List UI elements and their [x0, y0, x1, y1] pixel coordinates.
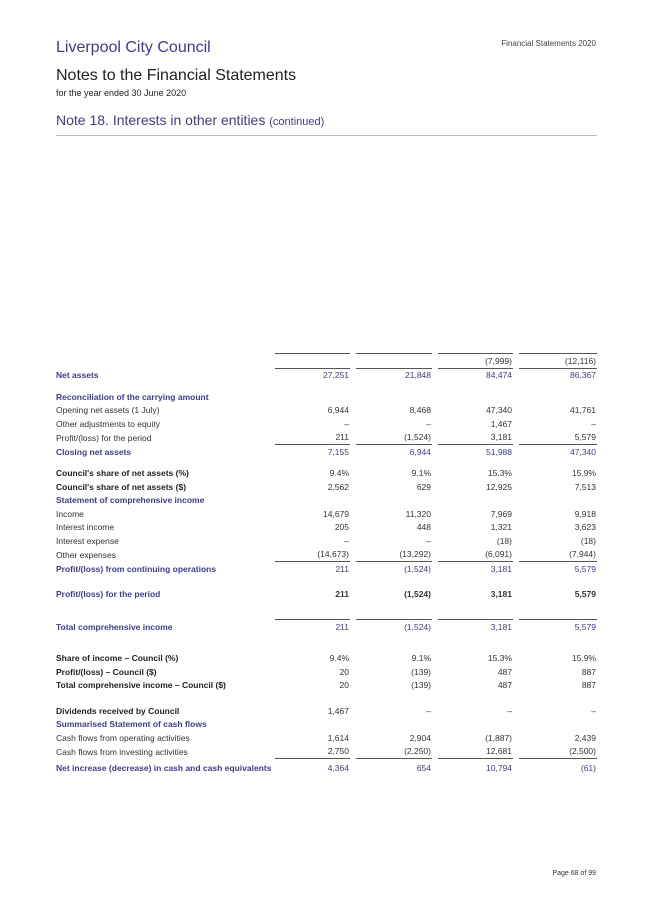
note-title: Note 18. Interests in other entities — [56, 112, 266, 128]
row-label: Profit/(loss) from continuing operations — [56, 563, 217, 574]
table-row — [56, 368, 597, 382]
row-label: Net assets — [56, 370, 99, 380]
row-label: Summarised Statement of cash flows — [56, 719, 207, 730]
value-cell: 47,340 — [516, 445, 597, 459]
value-cell — [435, 718, 516, 732]
value-cell: 84,474 — [435, 368, 516, 382]
value-cell: 3,181 — [435, 562, 516, 576]
value-cell — [353, 354, 435, 369]
value-cell: (61) — [516, 759, 597, 774]
row-label: Dividends received by Council — [56, 705, 180, 716]
value-cell: 3,181 — [490, 589, 512, 600]
value-cell — [275, 354, 353, 369]
value-cell: 205 — [334, 522, 349, 533]
value-cell: 15.3% — [487, 653, 512, 664]
value-cell: 15.9% — [571, 468, 596, 479]
value-cell: 9.4% — [329, 653, 349, 664]
value-cell: (139) — [411, 666, 431, 677]
table-row — [56, 548, 597, 562]
value-cell: (1,524) — [404, 589, 431, 600]
value-cell: 86,367 — [516, 368, 597, 382]
value-cell: 211 — [275, 620, 353, 634]
value-cell: 20 — [339, 680, 349, 691]
row-label: Reconciliation of the carrying amount — [56, 391, 209, 402]
value-cell: – — [344, 418, 349, 429]
row-label: Cash flows from investing activities — [56, 746, 188, 757]
table-row — [56, 417, 597, 431]
value-cell: 21,848 — [353, 368, 435, 382]
row-label: Total comprehensive income – Council ($) — [56, 680, 226, 691]
value-cell: 9.1% — [411, 653, 431, 664]
period-subtitle: for the year ended 30 June 2020 — [56, 88, 187, 98]
header-divider — [56, 135, 597, 136]
table-row — [56, 745, 597, 759]
row-label: Interest income — [56, 522, 115, 533]
page-number: Page 68 of 99 — [552, 870, 596, 877]
value-cell: (12,116) — [516, 354, 597, 369]
note-heading — [56, 112, 324, 128]
value-cell: (13,292) — [399, 549, 431, 560]
value-cell: 5,579 — [516, 562, 597, 576]
value-cell: 5,579 — [516, 620, 597, 634]
value-cell: 3,181 — [435, 620, 516, 634]
value-cell: (1,524) — [353, 620, 435, 634]
row-label: Closing net assets — [56, 446, 132, 457]
value-cell: 27,251 — [275, 368, 353, 382]
council-name: Liverpool City Council — [56, 39, 211, 56]
row-spacer — [56, 601, 597, 620]
value-cell: – — [426, 705, 431, 716]
table-row — [56, 665, 597, 679]
value-cell: 14,679 — [323, 508, 349, 519]
value-cell: 10,794 — [435, 759, 516, 774]
value-cell: (18) — [580, 535, 596, 546]
table-row — [56, 562, 597, 576]
table-row — [56, 534, 597, 548]
value-cell: 2,904 — [409, 732, 431, 743]
value-cell: – — [344, 535, 349, 546]
value-cell: 887 — [581, 680, 596, 691]
value-cell: 1,321 — [490, 522, 512, 533]
table-row — [56, 588, 597, 602]
row-spacer — [56, 634, 597, 652]
table-row — [56, 431, 597, 445]
value-cell: (6,091) — [485, 549, 512, 560]
value-cell: 15.3% — [487, 468, 512, 479]
value-cell: (7,999) — [435, 354, 516, 369]
value-cell: (1,524) — [404, 432, 431, 443]
table-row — [56, 404, 597, 418]
value-cell: (2,500) — [569, 746, 596, 757]
value-cell: 6,944 — [327, 405, 349, 416]
value-cell: (14,673) — [317, 549, 349, 560]
table-row — [56, 480, 597, 494]
value-cell — [275, 390, 353, 404]
value-cell: 3,623 — [574, 522, 596, 533]
row-label: Council's share of net assets (%) — [56, 468, 189, 479]
value-cell: 2,750 — [327, 746, 349, 757]
value-cell: (7,944) — [569, 549, 596, 560]
row-label: Profit/(loss) for the period — [56, 432, 152, 443]
value-cell: 12,681 — [486, 746, 512, 757]
row-label: Profit/(loss) for the period — [56, 589, 161, 600]
table-row — [56, 704, 597, 718]
table-row — [56, 521, 597, 535]
value-cell: 654 — [353, 759, 435, 774]
table-row — [56, 652, 597, 666]
value-cell: 6,944 — [353, 445, 435, 459]
value-cell — [516, 390, 597, 404]
value-cell: 3,181 — [490, 432, 512, 443]
financial-table — [56, 353, 597, 774]
row-label: Opening net assets (1 July) — [56, 405, 160, 416]
value-cell: 47,340 — [486, 405, 512, 416]
row-spacer — [56, 459, 597, 467]
value-cell: 887 — [581, 666, 596, 677]
row-label: Interest expense — [56, 535, 119, 546]
value-cell: – — [426, 418, 431, 429]
value-cell: 1,467 — [490, 418, 512, 429]
value-cell: (18) — [496, 535, 512, 546]
row-label: Profit/(loss) – Council ($) — [56, 666, 157, 677]
table-row — [56, 731, 597, 745]
table-row — [56, 467, 597, 481]
value-cell: – — [591, 705, 596, 716]
row-label: Total comprehensive income — [56, 621, 173, 632]
row-spacer — [56, 692, 597, 704]
value-cell: – — [507, 705, 512, 716]
value-cell — [516, 494, 597, 508]
row-label: Net increase (decrease) in cash and cash equivalents — [56, 762, 272, 773]
note-suffix: (continued) — [269, 116, 325, 128]
row-label: Other expenses — [56, 549, 117, 560]
value-cell — [435, 494, 516, 508]
value-cell — [353, 390, 435, 404]
table-row — [56, 354, 597, 369]
value-cell: (1,524) — [353, 562, 435, 576]
value-cell: 11,320 — [405, 508, 431, 519]
value-cell: 5,579 — [574, 432, 596, 443]
value-cell: 12,925 — [486, 481, 512, 492]
value-cell: (2,250) — [404, 746, 431, 757]
value-cell: 211 — [335, 432, 349, 443]
value-cell: 7,513 — [574, 481, 596, 492]
value-cell: 4,364 — [275, 759, 353, 774]
value-cell: 448 — [416, 522, 431, 533]
value-cell: 15.9% — [571, 653, 596, 664]
row-label — [56, 354, 275, 369]
value-cell — [353, 494, 435, 508]
row-spacer — [56, 576, 597, 588]
table-row — [56, 620, 597, 634]
value-cell: 41,761 — [570, 405, 596, 416]
value-cell: 629 — [416, 481, 431, 492]
table-row — [56, 759, 597, 774]
value-cell: 8,468 — [409, 405, 431, 416]
value-cell: 7,969 — [490, 508, 512, 519]
row-label: Share of income – Council (%) — [56, 653, 179, 664]
value-cell — [435, 390, 516, 404]
table-row — [56, 718, 597, 732]
row-label: Statement of comprehensive income — [56, 495, 205, 506]
value-cell — [275, 718, 353, 732]
value-cell — [516, 718, 597, 732]
value-cell: 9.4% — [329, 468, 349, 479]
table-row — [56, 445, 597, 459]
value-cell: 211 — [275, 562, 353, 576]
page-title: Notes to the Financial Statements — [56, 67, 297, 84]
value-cell: 487 — [497, 666, 512, 677]
value-cell: 487 — [497, 680, 512, 691]
value-cell: 2,562 — [327, 481, 349, 492]
row-label: Cash flows from operating activities — [56, 732, 190, 743]
value-cell: 1,467 — [327, 705, 349, 716]
table-row — [56, 494, 597, 508]
value-cell: – — [591, 418, 596, 429]
value-cell: 20 — [339, 666, 349, 677]
value-cell: (1,887) — [485, 732, 512, 743]
value-cell: 9.1% — [411, 468, 431, 479]
row-label: Other adjustments to equity — [56, 418, 160, 429]
value-cell: (139) — [411, 680, 431, 691]
value-cell: 51,988 — [435, 445, 516, 459]
row-label: Income — [56, 508, 84, 519]
value-cell — [353, 718, 435, 732]
table-row — [56, 390, 597, 404]
value-cell — [275, 494, 353, 508]
value-cell: 211 — [335, 589, 349, 600]
value-cell: 9,918 — [574, 508, 596, 519]
row-label: Council's share of net assets ($) — [56, 481, 187, 492]
value-cell: 1,614 — [327, 732, 349, 743]
value-cell: 2,439 — [574, 732, 596, 743]
value-cell: – — [426, 535, 431, 546]
table-row — [56, 507, 597, 521]
table-row — [56, 679, 597, 693]
document-title: Financial Statements 2020 — [501, 39, 596, 48]
row-spacer — [56, 382, 597, 390]
value-cell: 7,155 — [275, 445, 353, 459]
value-cell: 5,579 — [574, 589, 596, 600]
